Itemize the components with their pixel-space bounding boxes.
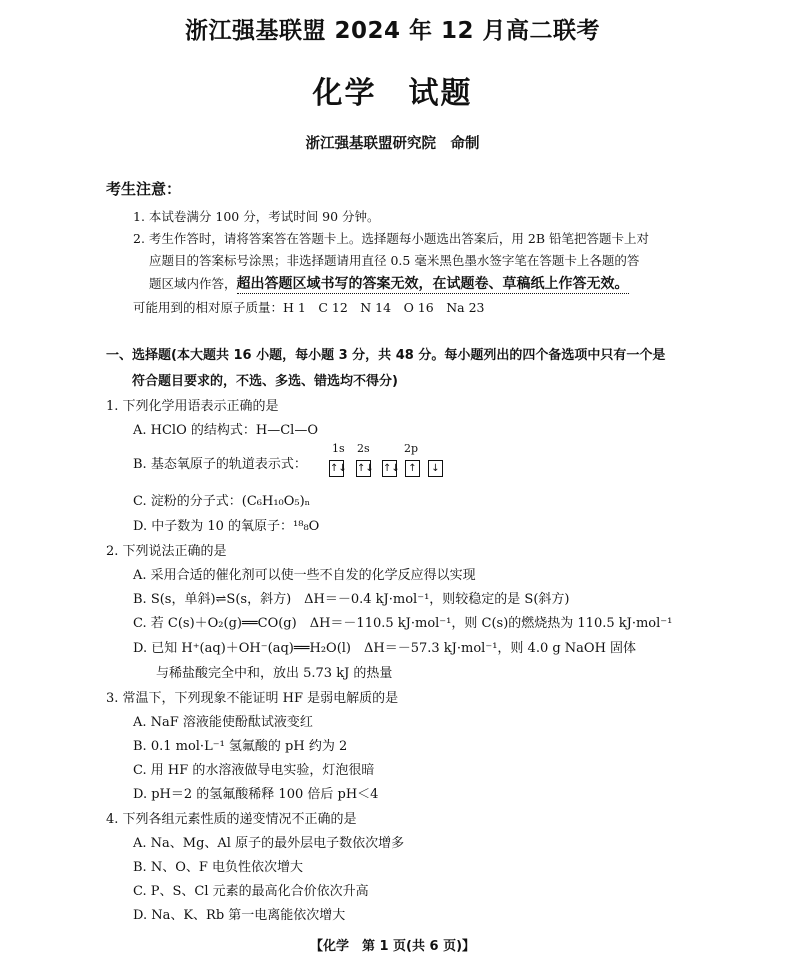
notice-item-2-line-1: 2. 考生作答时，请将答案答在答题卡上。选择题每小题选出答案后，用 2B 铅笔把答题卡上对 — [133, 231, 649, 246]
q3-stem: 3. 常温下，下列现象不能证明 HF 是弱电解质的是 — [106, 691, 399, 706]
issuer-line: 浙江强基联盟研究院 命制 — [305, 136, 480, 152]
atomic-mass-line: 可能用到的相对原子质量：H 1 C 12 N 14 O 16 Na 23 — [133, 300, 485, 315]
exam-title: 浙江强基联盟 2024 年 12 月高二联考 — [184, 18, 601, 44]
notice-emphasis: 超出答题区域书写的答案无效，在试题卷、草稿纸上作答无效。 — [236, 276, 629, 292]
notice-item-1: 1. 本试卷满分 100 分，考试时间 90 分钟。 — [133, 209, 380, 224]
notice-item-2-line-3-prefix: 题区域内作答， — [149, 276, 237, 291]
section-heading-line-1: 一、选择题(本大题共 16 小题，每小题 3 分，共 48 分。每小题列出的四个备选项中只有一个是 — [106, 348, 666, 363]
orbital-label-1s: 1s — [332, 442, 345, 455]
q4-option-d: D. Na、K、Rb 第一电离能依次增大 — [133, 908, 346, 923]
orbital-box-2p-3: ↓ — [428, 460, 443, 477]
orbital-box-1s: ↑↓ — [329, 460, 344, 477]
page-footer: 【化学 第 1 页(共 6 页)】 — [309, 939, 476, 954]
q3-option-b: B. 0.1 mol·L⁻¹ 氢氟酸的 pH 约为 2 — [133, 739, 348, 754]
notice-heading: 考生注意： — [106, 180, 182, 198]
q1-option-d: D. 中子数为 10 的氧原子：¹⁸₈O — [133, 519, 320, 534]
q1-option-b: B. 基态氧原子的轨道表示式： — [133, 457, 307, 472]
notice-item-2-line-3 — [149, 273, 629, 293]
subject-title: 化学 试题 — [312, 76, 473, 111]
q4-option-c: C. P、S、Cl 元素的最高化合价依次升高 — [133, 884, 369, 899]
q3-option-c: C. 用 HF 的水溶液做导电实验，灯泡很暗 — [133, 763, 375, 778]
q1-stem: 1. 下列化学用语表示正确的是 — [106, 399, 279, 414]
q2-option-c: C. 若 C(s)＋O₂(g)══CO(g) ΔH＝－110.5 kJ·mol⁻¹，则 C(s)的燃烧热为 110.5 kJ·mol⁻¹ — [133, 616, 673, 631]
notice-item-2-line-2: 应题目的答案标号涂黑；非选择题请用直径 0.5 毫米黑色墨水签字笔在答题卡上各题的答 — [149, 253, 640, 268]
orbital-box-2p-1: ↑↓ — [382, 460, 397, 477]
q2-option-d-line-2: 与稀盐酸完全中和，放出 5.73 kJ 的热量 — [156, 666, 393, 681]
q1-option-c: C. 淀粉的分子式：(C₆H₁₀O₅)ₙ — [133, 494, 311, 509]
q3-option-a: A. NaF 溶液能使酚酞试液变红 — [133, 715, 313, 730]
q1-option-a: A. HClO 的结构式：H—Cl—O — [133, 423, 318, 438]
section-heading-line-2: 符合题目要求的，不选、多选、错选均不得分) — [132, 374, 398, 389]
q2-option-d-line-1: D. 已知 H⁺(aq)＋OH⁻(aq)══H₂O(l) ΔH＝－57.3 kJ·mol⁻¹，则 4.0 g NaOH 固体 — [133, 641, 637, 656]
q4-option-b: B. N、O、F 电负性依次增大 — [133, 860, 304, 875]
orbital-box-2p-2: ↑ — [405, 460, 420, 477]
q4-stem: 4. 下列各组元素性质的递变情况不正确的是 — [106, 812, 357, 827]
orbital-label-2p: 2p — [404, 442, 419, 455]
orbital-box-2s: ↑↓ — [356, 460, 371, 477]
q2-stem: 2. 下列说法正确的是 — [106, 544, 227, 559]
q3-option-d: D. pH＝2 的氢氟酸稀释 100 倍后 pH＜4 — [133, 787, 379, 802]
orbital-label-2s: 2s — [357, 442, 370, 455]
q2-option-a: A. 采用合适的催化剂可以使一些不自发的化学反应得以实现 — [133, 568, 476, 583]
q4-option-a: A. Na、Mg、Al 原子的最外层电子数依次增多 — [133, 836, 405, 851]
q2-option-b: B. S(s，单斜)⇌S(s，斜方) ΔH＝－0.4 kJ·mol⁻¹，则较稳定的是 S(斜方) — [133, 592, 570, 607]
